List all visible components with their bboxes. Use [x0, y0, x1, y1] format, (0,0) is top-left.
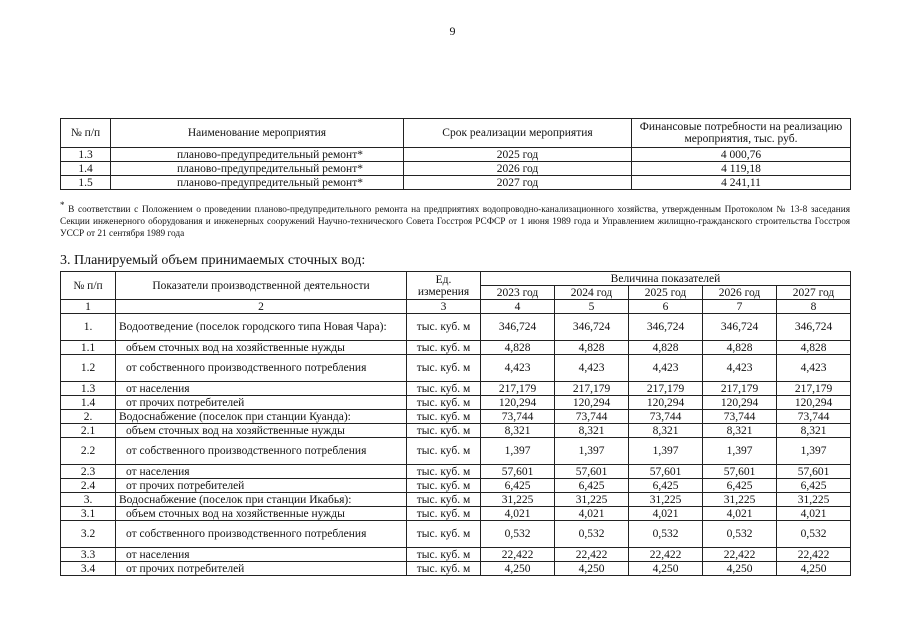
row-num: 2.2: [61, 438, 116, 465]
row-value: 4,250: [555, 562, 629, 576]
row-period: 2025 год: [404, 148, 632, 162]
table-row: [61, 521, 851, 548]
row-unit: тыс. куб. м: [407, 424, 481, 438]
table-row: [61, 148, 851, 162]
col-number: 1: [61, 300, 116, 314]
row-indicator-name: от населения: [116, 382, 407, 396]
row-num: 3.1: [61, 507, 116, 521]
row-unit: тыс. куб. м: [407, 507, 481, 521]
row-value: 73,744: [629, 410, 703, 424]
row-value: 120,294: [555, 396, 629, 410]
row-value: 4,828: [481, 341, 555, 355]
row-value: 73,744: [555, 410, 629, 424]
table-row: [61, 438, 851, 465]
row-value: 6,425: [703, 479, 777, 493]
header-unit: Ед. измерения: [407, 272, 481, 300]
row-num: 3.4: [61, 562, 116, 576]
row-value: 1,397: [703, 438, 777, 465]
table-row: [61, 355, 851, 382]
row-value: 217,179: [555, 382, 629, 396]
table-row: [61, 396, 851, 410]
row-value: 217,179: [703, 382, 777, 396]
row-value: 4,021: [481, 507, 555, 521]
row-value: 31,225: [481, 493, 555, 507]
row-period: 2026 год: [404, 162, 632, 176]
row-value: 0,532: [629, 521, 703, 548]
row-indicator-name: от прочих потребителей: [116, 562, 407, 576]
col-number: 6: [629, 300, 703, 314]
header-period: Срок реализации мероприятия: [404, 119, 632, 148]
row-num: 3.3: [61, 548, 116, 562]
header-year: 2025 год: [629, 286, 703, 300]
row-value: 73,744: [777, 410, 851, 424]
row-unit: тыс. куб. м: [407, 562, 481, 576]
header-measure-name: Наименование мероприятия: [111, 119, 404, 148]
row-value: 4,423: [777, 355, 851, 382]
row-value: 346,724: [777, 314, 851, 341]
row-num: 1.: [61, 314, 116, 341]
row-value: 4,423: [555, 355, 629, 382]
table-row: [61, 162, 851, 176]
row-value: 1,397: [629, 438, 703, 465]
row-num: 2.1: [61, 424, 116, 438]
header-indicator: Показатели производственной деятельности: [116, 272, 407, 300]
row-value: 6,425: [481, 479, 555, 493]
row-value: 1,397: [555, 438, 629, 465]
row-amount: 4 119,18: [632, 162, 851, 176]
row-value: 4,021: [555, 507, 629, 521]
footnote-text: В соответствии с Положением о проведении планово-предупредительного ремонта на предприятиях водопроводно-канализационного хозяйства, утвержденным Протоколом № 13-8 заседания Секции инженерного оборудования и инженерных сооружений Научно-технического Совета Госстроя РСФСР от 1 июня 1989 года и Управлением жилищно-гражданского строительства Госстроя УССР от 21 сентября 1989 года: [60, 205, 850, 240]
table-header-row: [61, 272, 851, 286]
footnote: [60, 199, 850, 240]
row-value: 73,744: [703, 410, 777, 424]
row-value: 0,532: [777, 521, 851, 548]
row-value: 22,422: [481, 548, 555, 562]
header-year: 2027 год: [777, 286, 851, 300]
page-number: 9: [449, 24, 456, 38]
row-indicator-name: от населения: [116, 465, 407, 479]
measures-table: [60, 118, 851, 190]
row-value: 8,321: [777, 424, 851, 438]
row-value: 346,724: [555, 314, 629, 341]
row-indicator-name: объем сточных вод на хозяйственные нужды: [116, 507, 407, 521]
table-row: [61, 465, 851, 479]
row-value: 31,225: [555, 493, 629, 507]
table-row: [61, 341, 851, 355]
row-num: 3.2: [61, 521, 116, 548]
col-number: 4: [481, 300, 555, 314]
row-value: 120,294: [629, 396, 703, 410]
row-unit: тыс. куб. м: [407, 341, 481, 355]
col-number: 5: [555, 300, 629, 314]
row-value: 120,294: [703, 396, 777, 410]
table-row: [61, 562, 851, 576]
table-row: [61, 493, 851, 507]
row-value: 4,021: [777, 507, 851, 521]
row-indicator-name: от собственного производственного потребления: [116, 355, 407, 382]
row-value: 120,294: [481, 396, 555, 410]
header-num: № п/п: [61, 272, 116, 300]
row-unit: тыс. куб. м: [407, 410, 481, 424]
row-amount: 4 241,11: [632, 176, 851, 190]
row-num: 2.3: [61, 465, 116, 479]
row-value: 1,397: [777, 438, 851, 465]
header-year: 2026 год: [703, 286, 777, 300]
header-values-group: Величина показателей: [481, 272, 851, 286]
row-value: 217,179: [629, 382, 703, 396]
row-value: 22,422: [703, 548, 777, 562]
row-indicator-name: объем сточных вод на хозяйственные нужды: [116, 424, 407, 438]
row-indicator-name: от собственного производственного потребления: [116, 521, 407, 548]
row-value: 22,422: [777, 548, 851, 562]
row-amount: 4 000,76: [632, 148, 851, 162]
row-value: 346,724: [481, 314, 555, 341]
row-value: 0,532: [481, 521, 555, 548]
row-value: 0,532: [555, 521, 629, 548]
col-number: 2: [116, 300, 407, 314]
row-value: 4,250: [481, 562, 555, 576]
row-num: 1.1: [61, 341, 116, 355]
row-value: 73,744: [481, 410, 555, 424]
row-measure-name: планово-предупредительный ремонт*: [111, 162, 404, 176]
table-row: [61, 314, 851, 341]
row-value: 6,425: [629, 479, 703, 493]
table-row: [61, 479, 851, 493]
header-num: № п/п: [61, 119, 111, 148]
row-value: 31,225: [703, 493, 777, 507]
row-value: 8,321: [703, 424, 777, 438]
row-num: 1.4: [61, 162, 111, 176]
row-value: 57,601: [703, 465, 777, 479]
table-row: [61, 382, 851, 396]
row-num: 3.: [61, 493, 116, 507]
table-row: [61, 410, 851, 424]
row-indicator-name: от населения: [116, 548, 407, 562]
row-value: 8,321: [555, 424, 629, 438]
row-value: 57,601: [777, 465, 851, 479]
footnote-mark: *: [60, 200, 65, 210]
row-value: 4,021: [629, 507, 703, 521]
row-value: 22,422: [629, 548, 703, 562]
row-value: 1,397: [481, 438, 555, 465]
row-indicator-name: от собственного производственного потребления: [116, 438, 407, 465]
row-value: 6,425: [555, 479, 629, 493]
row-value: 31,225: [777, 493, 851, 507]
row-value: 4,828: [777, 341, 851, 355]
row-value: 4,423: [481, 355, 555, 382]
row-unit: тыс. куб. м: [407, 548, 481, 562]
row-value: 4,250: [703, 562, 777, 576]
col-number: 7: [703, 300, 777, 314]
row-value: 4,423: [629, 355, 703, 382]
row-value: 346,724: [629, 314, 703, 341]
wastewater-volume-table: [60, 271, 851, 576]
row-unit: тыс. куб. м: [407, 355, 481, 382]
row-num: 1.3: [61, 382, 116, 396]
row-num: 1.5: [61, 176, 111, 190]
column-number-row: [61, 300, 851, 314]
row-unit: тыс. куб. м: [407, 493, 481, 507]
row-num: 2.4: [61, 479, 116, 493]
row-value: 0,532: [703, 521, 777, 548]
header-year: 2023 год: [481, 286, 555, 300]
row-measure-name: планово-предупредительный ремонт*: [111, 176, 404, 190]
col-number: 8: [777, 300, 851, 314]
measures-table-header: [61, 119, 851, 148]
row-num: 1.4: [61, 396, 116, 410]
header-year: 2024 год: [555, 286, 629, 300]
row-value: 57,601: [629, 465, 703, 479]
row-value: 120,294: [777, 396, 851, 410]
table-row: [61, 176, 851, 190]
row-value: 346,724: [703, 314, 777, 341]
row-value: 4,828: [703, 341, 777, 355]
row-period: 2027 год: [404, 176, 632, 190]
row-unit: тыс. куб. м: [407, 314, 481, 341]
row-indicator-name: объем сточных вод на хозяйственные нужды: [116, 341, 407, 355]
table-row: [61, 507, 851, 521]
row-value: 8,321: [629, 424, 703, 438]
row-value: 4,828: [555, 341, 629, 355]
row-measure-name: планово-предупредительный ремонт*: [111, 148, 404, 162]
row-value: 8,321: [481, 424, 555, 438]
row-indicator-name: от прочих потребителей: [116, 479, 407, 493]
row-value: 4,250: [777, 562, 851, 576]
row-value: 4,250: [629, 562, 703, 576]
row-value: 217,179: [481, 382, 555, 396]
row-unit: тыс. куб. м: [407, 382, 481, 396]
row-unit: тыс. куб. м: [407, 438, 481, 465]
row-indicator-name: Водоотведение (поселок городского типа Новая Чара):: [116, 314, 407, 341]
row-indicator-name: Водоснабжение (поселок при станции Куанда):: [116, 410, 407, 424]
section-title: 3. Планируемый объем принимаемых сточных вод:: [60, 253, 366, 268]
row-value: 57,601: [555, 465, 629, 479]
row-value: 217,179: [777, 382, 851, 396]
row-unit: тыс. куб. м: [407, 465, 481, 479]
row-unit: тыс. куб. м: [407, 521, 481, 548]
row-num: 1.3: [61, 148, 111, 162]
row-value: 22,422: [555, 548, 629, 562]
row-unit: тыс. куб. м: [407, 396, 481, 410]
row-indicator-name: от прочих потребителей: [116, 396, 407, 410]
row-indicator-name: Водоснабжение (поселок при станции Икабья):: [116, 493, 407, 507]
row-value: 6,425: [777, 479, 851, 493]
row-value: 4,021: [703, 507, 777, 521]
row-num: 2.: [61, 410, 116, 424]
row-value: 4,828: [629, 341, 703, 355]
col-number: 3: [407, 300, 481, 314]
row-unit: тыс. куб. м: [407, 479, 481, 493]
table-row: [61, 548, 851, 562]
row-value: 4,423: [703, 355, 777, 382]
table-row: [61, 424, 851, 438]
row-value: 57,601: [481, 465, 555, 479]
row-value: 31,225: [629, 493, 703, 507]
row-num: 1.2: [61, 355, 116, 382]
header-financial-needs: Финансовые потребности на реализацию мероприятия, тыс. руб.: [632, 119, 851, 148]
